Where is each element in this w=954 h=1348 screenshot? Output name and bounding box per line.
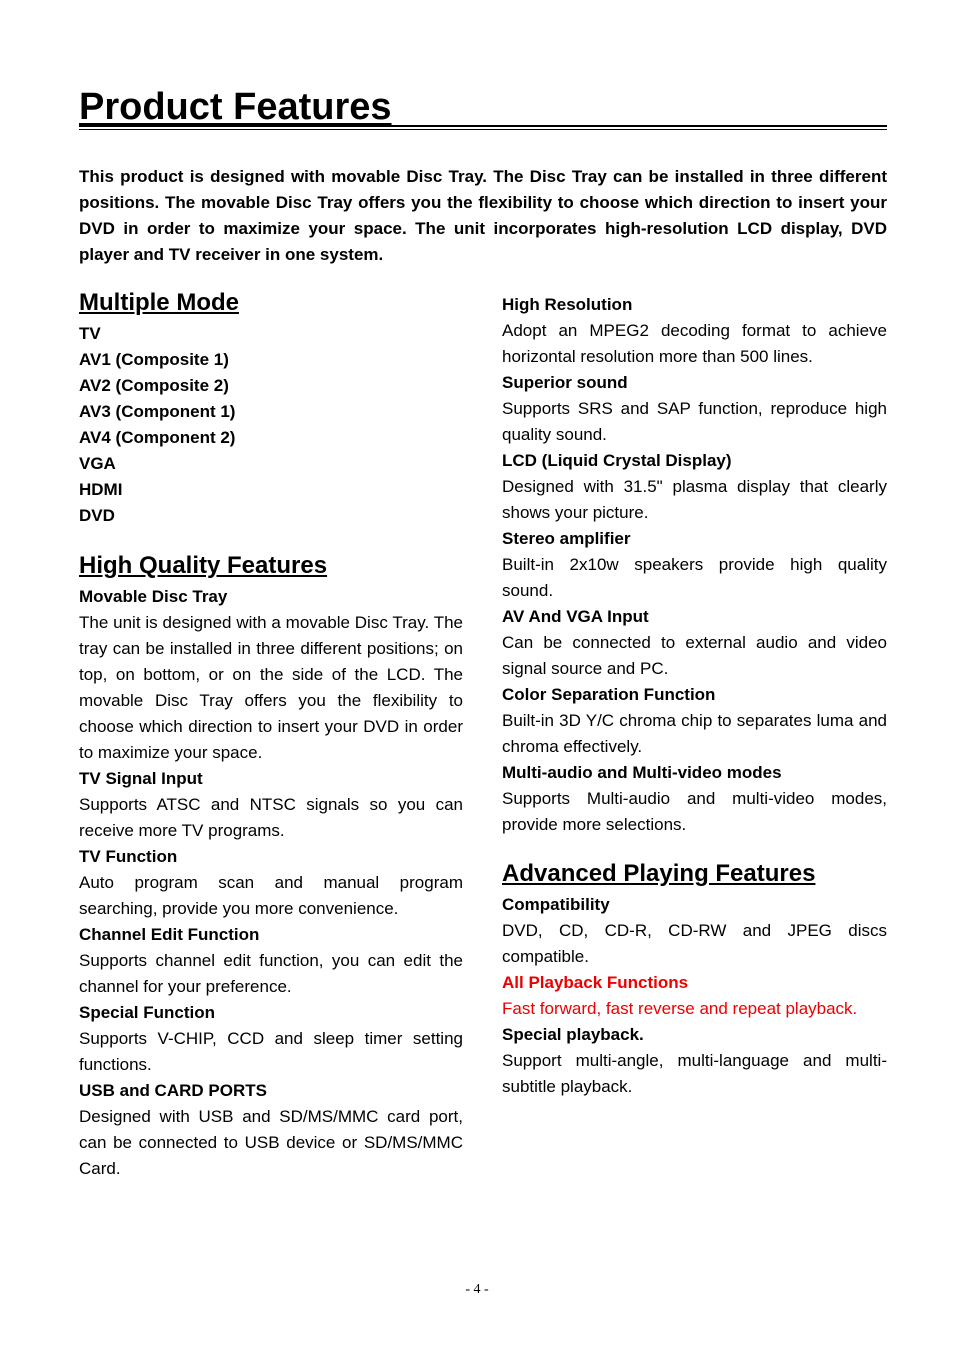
feature-heading: USB and CARD PORTS xyxy=(79,1081,267,1100)
feature-description: Support multi-angle, multi-language and multi-subtitle playback. xyxy=(502,1051,887,1096)
right-column xyxy=(502,292,887,1100)
feature-description: Can be connected to external audio and video signal source and PC. xyxy=(502,633,887,678)
mode-item: VGA xyxy=(79,454,116,473)
feature-heading: Special playback. xyxy=(502,1025,644,1044)
mode-item: AV1 (Composite 1) xyxy=(79,350,229,369)
high-quality-features-title: High Quality Features xyxy=(79,552,328,579)
page-title: Product Features xyxy=(79,86,392,128)
title-underline-rule xyxy=(79,125,887,130)
mode-item: AV2 (Composite 2) xyxy=(79,376,229,395)
feature-heading: High Resolution xyxy=(502,295,633,314)
feature-heading-highlighted: All Playback Functions xyxy=(502,973,689,992)
feature-heading: Compatibility xyxy=(502,895,610,914)
mode-item: DVD xyxy=(79,506,115,525)
feature-description: Designed with 31.5" plasma display that clearly shows your picture. xyxy=(502,477,887,522)
feature-heading: Multi-audio and Multi-video modes xyxy=(502,763,782,782)
feature-description: Supports Multi-audio and multi-video modes, provide more selections. xyxy=(502,789,887,834)
section-spacer xyxy=(502,838,887,859)
feature-description: The unit is designed with a movable Disc Tray. The tray can be installed in three different positions; on top, on bottom, or on the side of the LCD. The movable Disc Tray offers you the flexibility to choose which direction to insert your DVD in order to maximize your space. xyxy=(79,613,463,762)
feature-description: Built-in 2x10w speakers provide high quality sound. xyxy=(502,555,887,600)
left-column xyxy=(79,288,463,1182)
feature-heading: TV Function xyxy=(79,847,178,866)
feature-heading: LCD (Liquid Crystal Display) xyxy=(502,451,732,470)
feature-heading: Stereo amplifier xyxy=(502,529,631,548)
feature-description: Designed with USB and SD/MS/MMC card port, can be connected to USB device or SD/MS/MMC Card. xyxy=(79,1107,463,1178)
mode-item: AV4 (Component 2) xyxy=(79,428,236,447)
multiple-mode-title: Multiple Mode xyxy=(79,289,239,316)
feature-description: Supports SRS and SAP function, reproduce high quality sound. xyxy=(502,399,887,444)
feature-description: Supports channel edit function, you can edit the channel for your preference. xyxy=(79,951,463,996)
feature-heading: Channel Edit Function xyxy=(79,925,260,944)
mode-item: HDMI xyxy=(79,480,123,499)
mode-item: AV3 (Component 1) xyxy=(79,402,236,421)
feature-description-highlighted: Fast forward, fast reverse and repeat playback. xyxy=(502,999,858,1018)
page-number: - 4 - xyxy=(465,1282,489,1297)
feature-heading: AV And VGA Input xyxy=(502,607,649,626)
feature-description: Built-in 3D Y/C chroma chip to separates luma and chroma effectively. xyxy=(502,711,887,756)
feature-heading: Movable Disc Tray xyxy=(79,587,228,606)
feature-description: Supports ATSC and NTSC signals so you can receive more TV programs. xyxy=(79,795,463,840)
feature-heading: Superior sound xyxy=(502,373,628,392)
feature-heading: TV Signal Input xyxy=(79,769,203,788)
section-spacer xyxy=(79,529,463,551)
advanced-playing-features-title: Advanced Playing Features xyxy=(502,860,816,887)
feature-description: DVD, CD, CD-R, CD-RW and JPEG discs compatible. xyxy=(502,921,887,966)
intro-paragraph: This product is designed with movable Disc Tray. The Disc Tray can be installed in three different positions. The movable Disc Tray offers you the flexibility to choose which direction to insert your DVD in order to maximize your space. The unit incorporates high-resolution LCD display, DVD player and TV receiver in one system. xyxy=(79,167,887,264)
feature-description: Adopt an MPEG2 decoding format to achieve horizontal resolution more than 500 lines. xyxy=(502,321,887,366)
mode-item: TV xyxy=(79,324,101,343)
feature-description: Auto program scan and manual program searching, provide you more convenience. xyxy=(79,873,463,918)
feature-heading: Color Separation Function xyxy=(502,685,716,704)
feature-heading: Special Function xyxy=(79,1003,216,1022)
feature-description: Supports V-CHIP, CCD and sleep timer setting functions. xyxy=(79,1029,463,1074)
